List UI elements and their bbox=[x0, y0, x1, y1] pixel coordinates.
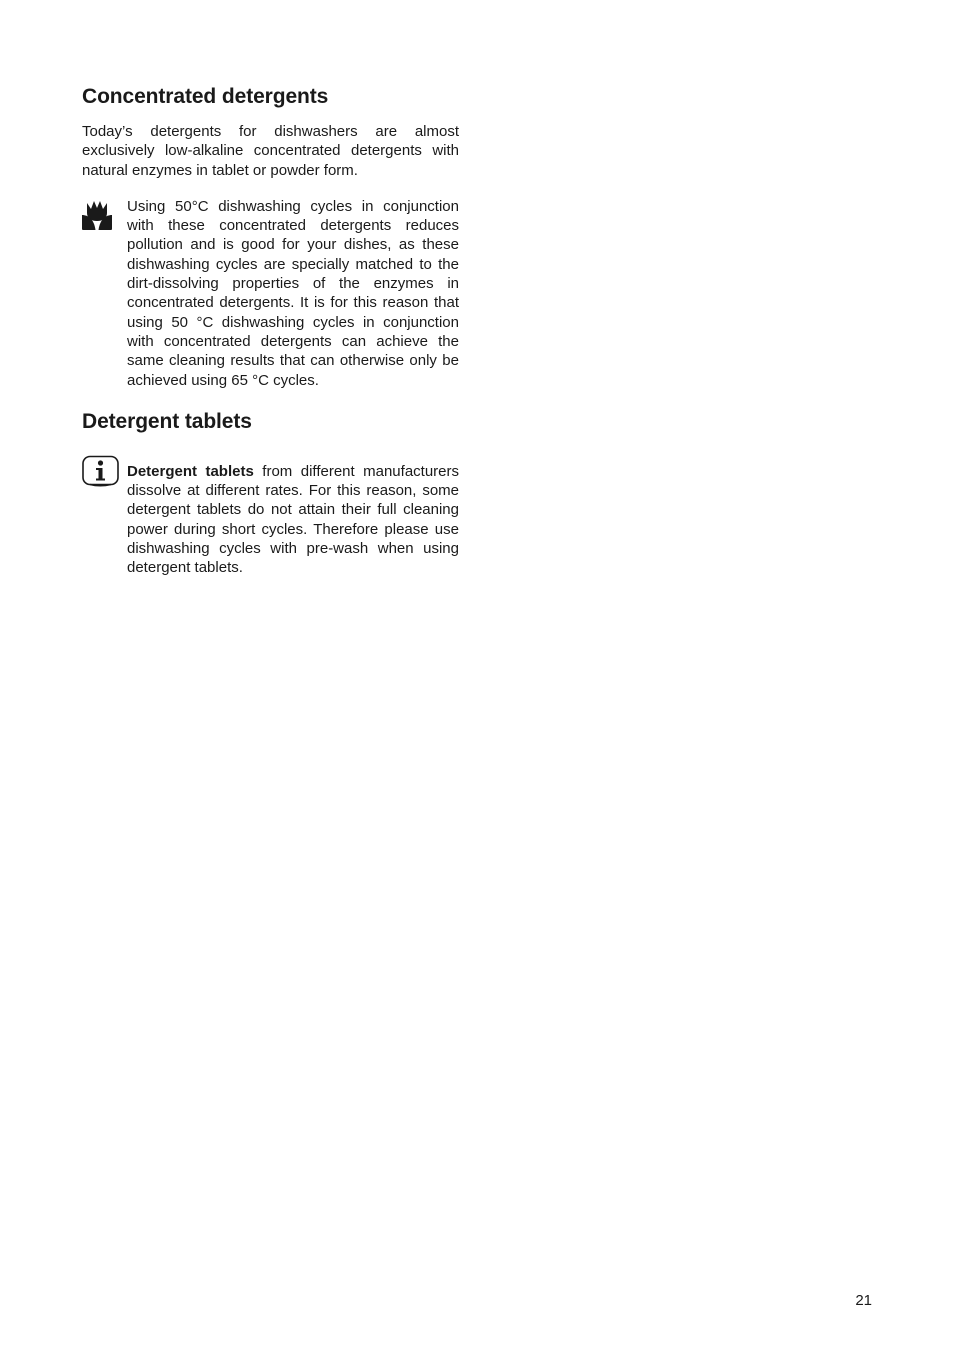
info-note-body: from different manufacturers dissolve at different rates. For this reason, some detergent tablets do not attain their full cleaning power during short cycles. Therefore please use dishwashing cycles with pre-wash when using detergent tablets. bbox=[127, 462, 459, 577]
info-icon bbox=[82, 455, 120, 493]
flower-environment-icon bbox=[82, 197, 112, 236]
environment-note-text: Using 50°C dishwashing cycles in conjunction with these concentrated detergents reduces pollution and is good for your dishes, as these dishwashing cycles are specially matched to the dirt-dissolving properties of the enzymes in concentrated detergents. It is for this reason that using 50 °C dishwashing cycles in conjunction with concentrated detergents can achieve the same cleaning results that can otherwise only be achieved using 65 °C cycles. bbox=[127, 197, 459, 389]
heading-detergent-tablets: Detergent tablets bbox=[82, 409, 252, 433]
page-number: 21 bbox=[855, 1292, 872, 1309]
content-column bbox=[82, 84, 459, 578]
intro-paragraph: Today’s detergents for dishwashers are almost exclusively low-alkaline concentrated detergents with natural enzymes in tablet or powder form. bbox=[82, 123, 459, 179]
info-note bbox=[82, 462, 459, 578]
info-note-text bbox=[127, 462, 459, 578]
heading-concentrated-detergents: Concentrated detergents bbox=[82, 85, 329, 108]
environment-note bbox=[82, 197, 459, 390]
info-note-bold: Detergent tablets bbox=[127, 462, 254, 480]
